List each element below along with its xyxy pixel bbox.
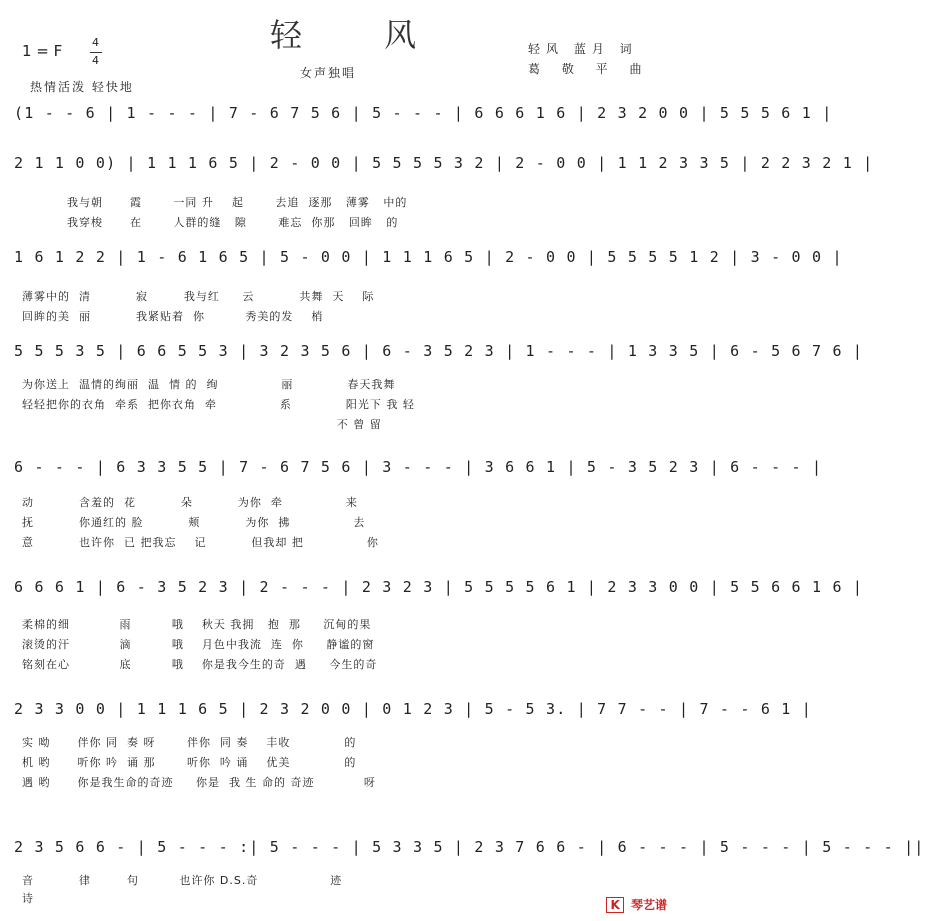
- notation-line: 5 5 5 3 5 | 6 6 5 5 3 | 3 2 3 5 6 | 6 - 3 5 2 3 | 1 - - - | 1 3 3 5 | 6 - 5 6 7 6 |: [14, 342, 864, 360]
- lyric-line: 滚烫的汗 滴 哦 月色中我流 连 你 静谧的窗: [22, 638, 375, 651]
- notation-line: 2 1 1 0 0) | 1 1 1 6 5 | 2 - 0 0 | 5 5 5 5 3 2 | 2 - 0 0 | 1 1 2 3 3 5 | 2 2 3 2 1 |: [14, 154, 874, 172]
- notation-line: 2 3 3 0 0 | 1 1 1 6 5 | 2 3 2 0 0 | 0 1 2 3 | 5 - 5 3. | 7 7 - - | 7 - - 6 1 |: [14, 700, 812, 718]
- lyric-line: 音 律 句 也许你 D.S.奇 迹: [22, 874, 343, 887]
- notation-line: 6 6 6 1 | 6 - 3 5 2 3 | 2 - - - | 2 3 2 3 | 5 5 5 5 6 1 | 2 3 3 0 0 | 5 5 6 6 1 6 |: [14, 578, 864, 596]
- lyric-line: 铭刻在心 底 哦 你是我今生的奇 遇 今生的奇: [22, 658, 378, 671]
- lyric-line: 诗: [22, 892, 34, 905]
- lyric-line: 意 也许你 已 把我忘 记 但我却 把 你: [22, 536, 379, 549]
- voice-type: 女声独唱: [300, 66, 357, 80]
- lyric-line: 轻轻把你的衣角 牵系 把你衣角 牵 系 阳光下 我 轻: [22, 398, 415, 411]
- lyric-line: 机 哟 听你 吟 诵 那 听你 吟 诵 优美 的: [22, 756, 357, 769]
- lyric-line: 为你送上 温情的绚丽 温 情 的 绚 丽 春天我舞: [22, 378, 396, 391]
- logo-text: 琴艺谱: [630, 898, 667, 912]
- site-logo: [606, 896, 667, 913]
- lyric-line: 抚 你通红的 脸 颊 为你 拂 去: [22, 516, 366, 529]
- lyric-line: 我与朝 霞 一同 升 起 去追 逐那 薄雾 中的: [22, 196, 408, 209]
- lyric-line: 遇 哟 你是我生命的奇迹 你是 我 生 命的 奇迹 呀: [22, 776, 376, 789]
- notation-line: 2 3 5 6 6 - | 5 - - - :| 5 - - - | 5 3 3 5 | 2 3 7 6 6 - | 6 - - - | 5 - - - | 5 - - - ||: [14, 838, 925, 856]
- tempo-marking: 热情活泼 轻快地: [30, 80, 134, 94]
- notation-line: 6 - - - | 6 3 3 5 5 | 7 - 6 7 5 6 | 3 - - - | 3 6 6 1 | 5 - 3 5 2 3 | 6 - - - |: [14, 458, 823, 476]
- lyric-line: 我穿梭 在 人群的缝 隙 难忘 你那 回眸 的: [22, 216, 399, 229]
- time-signature-numerator: 4: [92, 36, 99, 49]
- lyric-line: 柔棉的细 雨 哦 秋天 我拥 抱 那 沉甸的果: [22, 618, 372, 631]
- lyric-line: 实 呦 伴你 同 奏 呀 伴你 同 奏 丰收 的: [22, 736, 357, 749]
- lyricist-credit: 轻风 蓝月 词: [528, 42, 638, 56]
- lyric-line: 回眸的美 丽 我紧贴着 你 秀美的发 梢: [22, 310, 324, 323]
- time-signature-bar: [90, 52, 102, 53]
- key-signature: 1 = F: [22, 42, 63, 60]
- composer-credit: 葛 敬 平 曲: [528, 62, 651, 76]
- song-title: 轻 风: [270, 16, 453, 54]
- notation-line: 1 6 1 2 2 | 1 - 6 1 6 5 | 5 - 0 0 | 1 1 1 6 5 | 2 - 0 0 | 5 5 5 5 1 2 | 3 - 0 0 |: [14, 248, 843, 266]
- lyric-line: 薄雾中的 清 寂 我与红 云 共舞 天 际: [22, 290, 375, 303]
- time-signature-denominator: 4: [92, 54, 99, 67]
- logo-mark-icon: K: [606, 897, 623, 913]
- lyric-line: 动 含羞的 花 朵 为你 牵 来: [22, 496, 358, 509]
- notation-line: (1 - - 6 | 1 - - - | 7 - 6 7 5 6 | 5 - - - | 6 6 6 1 6 | 2 3 2 0 0 | 5 5 5 6 1 |: [14, 104, 833, 122]
- lyric-line: 不 曾 留: [22, 418, 382, 431]
